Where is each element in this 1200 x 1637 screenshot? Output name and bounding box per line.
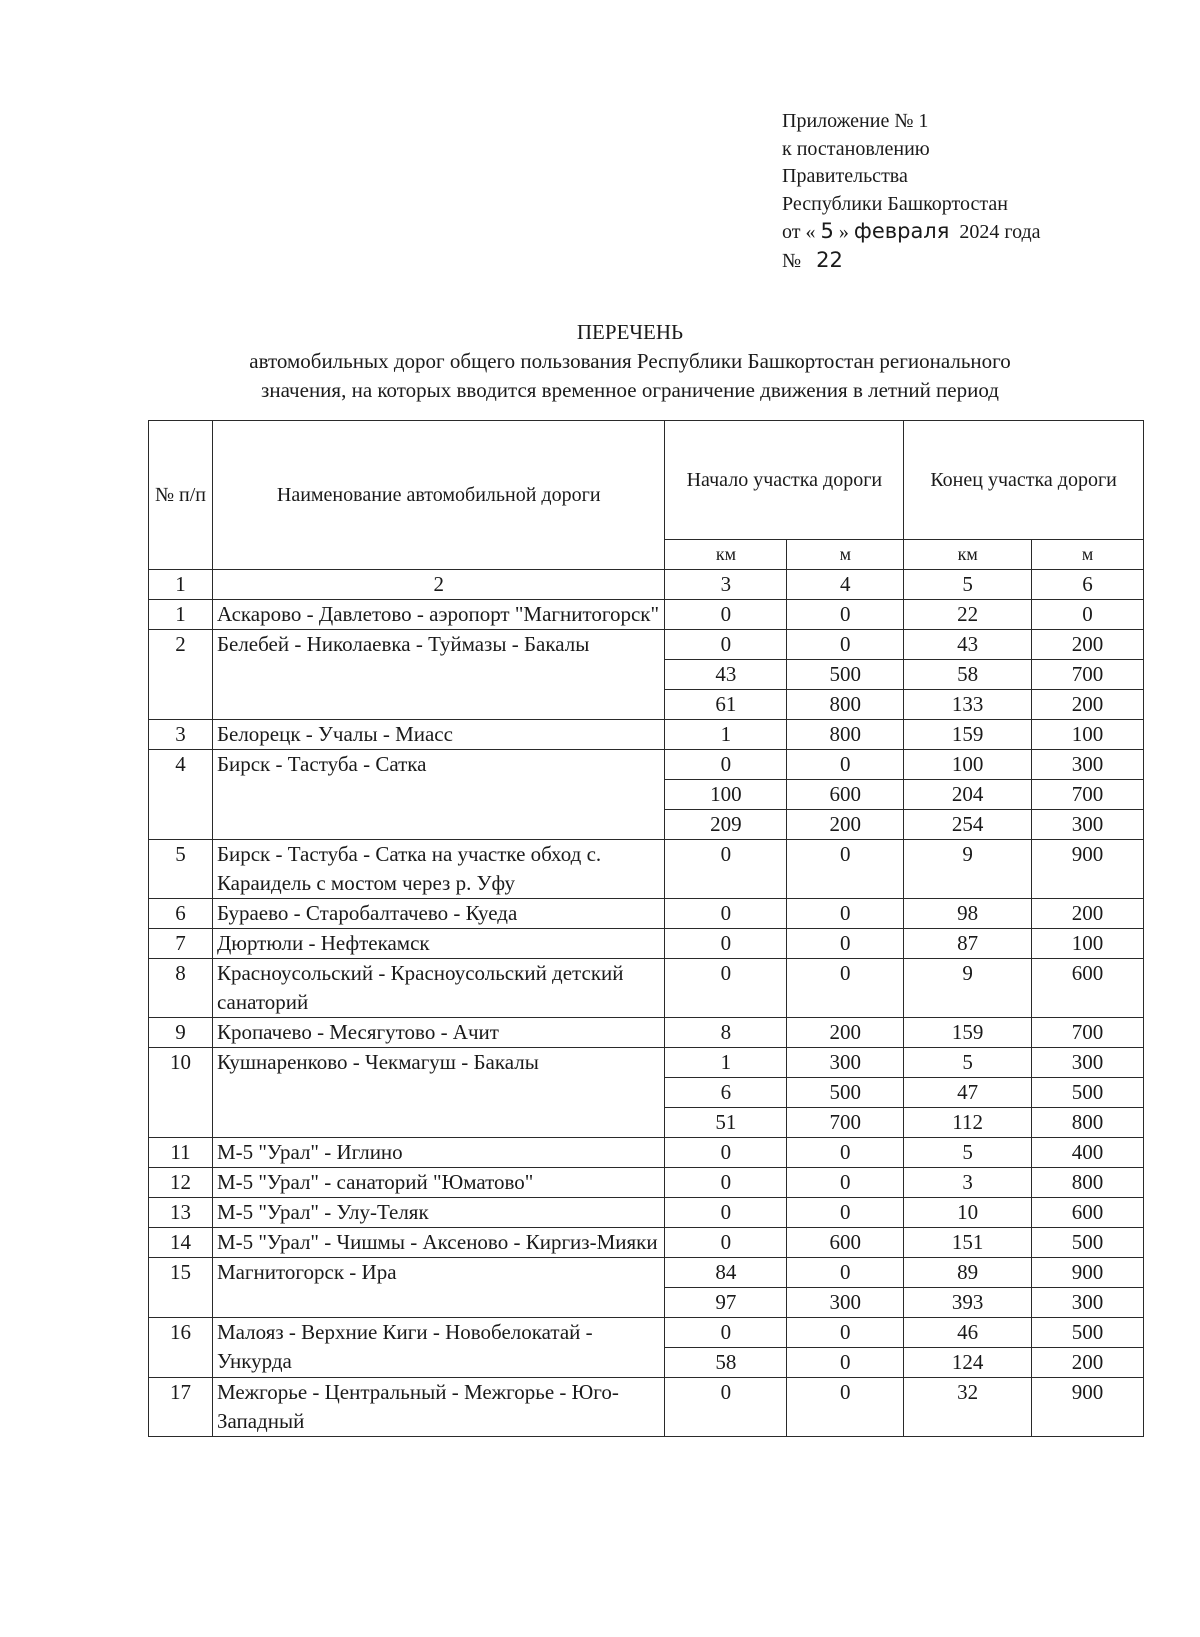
start-m: 800: [787, 690, 904, 720]
end-m: 700: [1032, 1018, 1144, 1048]
road-name: Бирск - Тастуба - Сатка: [212, 750, 665, 840]
end-km: 10: [904, 1198, 1032, 1228]
table-row: [149, 929, 1144, 959]
appendix-date: [782, 218, 1041, 247]
title-heading: ПЕРЕЧЕНЬ: [576, 320, 684, 344]
table-row: [149, 600, 1144, 630]
table-row: [149, 959, 1144, 1018]
start-km: 8: [665, 1018, 787, 1048]
start-m: 0: [787, 600, 904, 630]
start-m: 0: [787, 840, 904, 899]
end-m: 400: [1032, 1138, 1144, 1168]
road-name: М-5 "Урал" - санаторий "Юматово": [212, 1168, 665, 1198]
start-m: 800: [787, 720, 904, 750]
start-m: 500: [787, 1078, 904, 1108]
column-number-row: [149, 570, 1144, 600]
row-number: 15: [149, 1258, 213, 1318]
table-row: [149, 1318, 1144, 1348]
start-m: 0: [787, 1258, 904, 1288]
end-km: 3: [904, 1168, 1032, 1198]
end-km: 58: [904, 660, 1032, 690]
end-km: 393: [904, 1288, 1032, 1318]
date-day: 5: [820, 219, 834, 243]
row-number: 10: [149, 1048, 213, 1138]
row-number: 17: [149, 1378, 213, 1437]
end-km: 5: [904, 1138, 1032, 1168]
start-m: 600: [787, 1228, 904, 1258]
row-number: 8: [149, 959, 213, 1018]
header-end-m: м: [1032, 540, 1144, 570]
start-km: 1: [665, 1048, 787, 1078]
col-number: 6: [1032, 570, 1144, 600]
start-km: 43: [665, 660, 787, 690]
end-m: 500: [1032, 1318, 1144, 1348]
road-name: М-5 "Урал" - Иглино: [212, 1138, 665, 1168]
date-mid: »: [838, 221, 854, 243]
start-km: 61: [665, 690, 787, 720]
end-m: 500: [1032, 1078, 1144, 1108]
start-m: 200: [787, 1018, 904, 1048]
table-row: [149, 1258, 1144, 1288]
table-row: [149, 1048, 1144, 1078]
end-m: 300: [1032, 1288, 1144, 1318]
start-km: 0: [665, 1378, 787, 1437]
end-m: 900: [1032, 840, 1144, 899]
start-km: 0: [665, 750, 787, 780]
table-row: [149, 630, 1144, 660]
roads-table: [148, 420, 1144, 1437]
road-name: Магнитогорск - Ира: [212, 1258, 665, 1318]
start-m: 600: [787, 780, 904, 810]
start-m: 0: [787, 959, 904, 1018]
start-m: 0: [787, 1378, 904, 1437]
end-m: 800: [1032, 1168, 1144, 1198]
table-row: [149, 1198, 1144, 1228]
row-number: 7: [149, 929, 213, 959]
end-km: 43: [904, 630, 1032, 660]
road-name: М-5 "Урал" - Чишмы - Аксеново - Киргиз-Мияки: [212, 1228, 665, 1258]
row-number: 14: [149, 1228, 213, 1258]
table-row: [149, 840, 1144, 899]
end-km: 89: [904, 1258, 1032, 1288]
col-number: 5: [904, 570, 1032, 600]
col-number: 4: [787, 570, 904, 600]
col-number: 3: [665, 570, 787, 600]
end-m: 200: [1032, 630, 1144, 660]
appendix-line-3: Правительства: [782, 165, 908, 187]
document-title: [0, 318, 1200, 405]
start-km: 1: [665, 720, 787, 750]
row-number: 12: [149, 1168, 213, 1198]
date-year: 2024 года: [959, 221, 1041, 243]
table-row: [149, 1168, 1144, 1198]
row-number: 5: [149, 840, 213, 899]
road-name: Аскарово - Давлетово - аэропорт "Магнитогорск": [212, 600, 665, 630]
end-km: 151: [904, 1228, 1032, 1258]
start-km: 0: [665, 840, 787, 899]
header-start-m: м: [787, 540, 904, 570]
road-name: Кропачево - Месягутово - Ачит: [212, 1018, 665, 1048]
road-name: Дюртюли - Нефтекамск: [212, 929, 665, 959]
end-m: 300: [1032, 810, 1144, 840]
road-name: Белебей - Николаевка - Туймазы - Бакалы: [212, 630, 665, 720]
row-number: 6: [149, 899, 213, 929]
col-number: 1: [149, 570, 213, 600]
row-number: 4: [149, 750, 213, 840]
start-km: 0: [665, 1138, 787, 1168]
end-km: 46: [904, 1318, 1032, 1348]
end-m: 100: [1032, 720, 1144, 750]
start-m: 500: [787, 660, 904, 690]
start-m: 0: [787, 1318, 904, 1348]
appendix-number: [782, 247, 1041, 276]
header-end: Конец участка дороги: [904, 421, 1144, 540]
start-km: 0: [665, 1198, 787, 1228]
start-m: 700: [787, 1108, 904, 1138]
end-km: 47: [904, 1078, 1032, 1108]
end-km: 9: [904, 840, 1032, 899]
date-prefix: от «: [782, 221, 816, 243]
header-start-km: км: [665, 540, 787, 570]
table-row: [149, 1138, 1144, 1168]
row-number: 13: [149, 1198, 213, 1228]
start-m: 0: [787, 1198, 904, 1228]
col-number: 2: [212, 570, 665, 600]
road-name: Кушнаренково - Чекмагуш - Бакалы: [212, 1048, 665, 1138]
title-line-2: значения, на которых вводится временное ограничение движения в летний период: [261, 378, 999, 402]
end-m: 900: [1032, 1378, 1144, 1437]
table-row: [149, 1228, 1144, 1258]
start-km: 0: [665, 929, 787, 959]
header-num: № п/п: [149, 421, 213, 570]
end-m: 700: [1032, 780, 1144, 810]
appendix-line-1: Приложение № 1: [782, 110, 929, 132]
start-km: 209: [665, 810, 787, 840]
number-value: 22: [816, 247, 843, 272]
road-name: Малояз - Верхние Киги - Новобелокатай - Ункурда: [212, 1318, 665, 1378]
start-km: 0: [665, 959, 787, 1018]
road-name: Межгорье - Центральный - Межгорье - Юго-Западный: [212, 1378, 665, 1437]
end-m: 0: [1032, 600, 1144, 630]
start-km: 0: [665, 1228, 787, 1258]
start-km: 97: [665, 1288, 787, 1318]
start-m: 0: [787, 630, 904, 660]
end-m: 200: [1032, 899, 1144, 929]
end-m: 600: [1032, 959, 1144, 1018]
appendix-line-2: к постановлению: [782, 137, 930, 160]
start-m: 300: [787, 1288, 904, 1318]
end-km: 9: [904, 959, 1032, 1018]
title-line-1: автомобильных дорог общего пользования Республики Башкортостан регионального: [249, 349, 1011, 373]
start-km: 0: [665, 899, 787, 929]
start-km: 0: [665, 600, 787, 630]
start-km: 84: [665, 1258, 787, 1288]
start-km: 0: [665, 1318, 787, 1348]
end-m: 200: [1032, 690, 1144, 720]
end-km: 254: [904, 810, 1032, 840]
date-month: февраля: [853, 219, 950, 243]
end-km: 204: [904, 780, 1032, 810]
end-m: 500: [1032, 1228, 1144, 1258]
start-km: 100: [665, 780, 787, 810]
row-number: 11: [149, 1138, 213, 1168]
appendix-line-4: Республики Башкортостан: [782, 192, 1008, 215]
row-number: 2: [149, 630, 213, 720]
end-km: 124: [904, 1348, 1032, 1378]
end-m: 300: [1032, 750, 1144, 780]
header-end-km: км: [904, 540, 1032, 570]
table-row: [149, 1378, 1144, 1437]
road-name: Белорецк - Учалы - Миасс: [212, 720, 665, 750]
road-name: Бирск - Тастуба - Сатка на участке обход с. Караидель с мостом через р. Уфу: [212, 840, 665, 899]
row-number: 9: [149, 1018, 213, 1048]
end-km: 112: [904, 1108, 1032, 1138]
start-m: 0: [787, 750, 904, 780]
table-row: [149, 1018, 1144, 1048]
end-m: 800: [1032, 1108, 1144, 1138]
road-name: М-5 "Урал" - Улу-Теляк: [212, 1198, 665, 1228]
end-km: 32: [904, 1378, 1032, 1437]
end-km: 22: [904, 600, 1032, 630]
start-m: 0: [787, 1138, 904, 1168]
start-km: 6: [665, 1078, 787, 1108]
end-km: 98: [904, 899, 1032, 929]
table-row: [149, 750, 1144, 780]
row-number: 3: [149, 720, 213, 750]
start-m: 0: [787, 1348, 904, 1378]
table-row: [149, 720, 1144, 750]
end-m: 200: [1032, 1348, 1144, 1378]
end-km: 5: [904, 1048, 1032, 1078]
number-prefix: №: [782, 249, 802, 272]
end-m: 600: [1032, 1198, 1144, 1228]
end-km: 87: [904, 929, 1032, 959]
start-m: 0: [787, 929, 904, 959]
header-name: Наименование автомобильной дороги: [212, 421, 665, 570]
end-m: 100: [1032, 929, 1144, 959]
end-km: 133: [904, 690, 1032, 720]
end-km: 159: [904, 1018, 1032, 1048]
start-m: 200: [787, 810, 904, 840]
start-m: 0: [787, 899, 904, 929]
start-km: 51: [665, 1108, 787, 1138]
end-m: 300: [1032, 1048, 1144, 1078]
roads-table-body: [149, 600, 1144, 1437]
table-row: [149, 899, 1144, 929]
end-m: 900: [1032, 1258, 1144, 1288]
header-start: Начало участка дороги: [665, 421, 904, 540]
row-number: 16: [149, 1318, 213, 1378]
row-number: 1: [149, 600, 213, 630]
end-km: 159: [904, 720, 1032, 750]
start-m: 300: [787, 1048, 904, 1078]
end-km: 100: [904, 750, 1032, 780]
road-name: Бураево - Старобалтачево - Куеда: [212, 899, 665, 929]
end-m: 700: [1032, 660, 1144, 690]
start-km: 0: [665, 1168, 787, 1198]
start-m: 0: [787, 1168, 904, 1198]
road-name: Красноусольский - Красноусольский детский санаторий: [212, 959, 665, 1018]
start-km: 0: [665, 630, 787, 660]
appendix-block: [782, 108, 1041, 275]
start-km: 58: [665, 1348, 787, 1378]
